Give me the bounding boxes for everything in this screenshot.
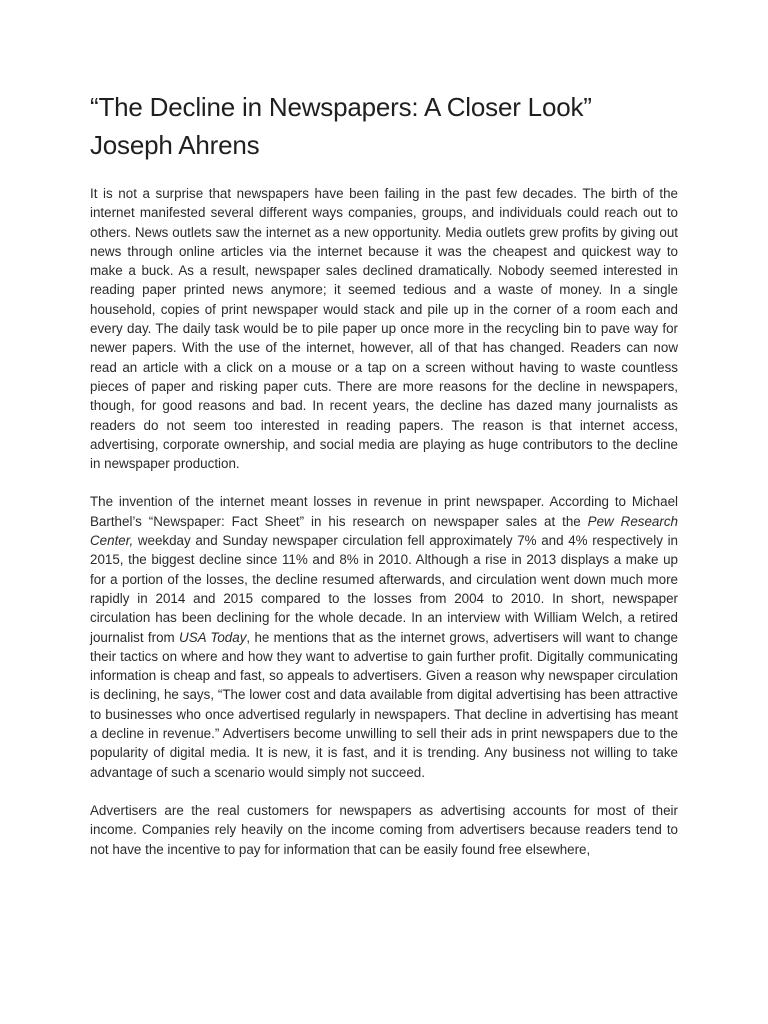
- paragraph-advertisers: [90, 801, 678, 859]
- paragraph-text: , he mentions that as the internet grows, advertisers will want to change their tactics on where and how they want to advertise to gain further profit. Digitally communicating information is cheap and fast, so appeals to advertisers. Given a reason why newspaper circulation is declining, he says, “The lower cost and data available from digital advertising has been attractive to businesses who once advertised regularly in newspapers. That decline in advertising has meant a decline in revenue.” Advertisers become unwilling to sell their ads in print newspapers due to the popularity of digital media. It is new, it is fast, and it is trending. Any business not willing to take advantage of such a scenario would simply not succeed.: [90, 629, 679, 780]
- paragraph-text: It is not a surprise that newspapers have been failing in the past few decades. The birth of the internet manifested several different ways companies, groups, and individuals could reach out to others. News outlets saw the internet as a new opportunity. Media outlets grew profits by giving out news through online articles via the internet because it was the cheapest and quickest way to make a buck. As a result, newspaper sales declined dramatically. Nobody seemed interested in reading paper printed news anymore; it seemed tedious and a waste of money. In a single household, copies of print newspaper would stack and pile up in the corner of a room each and every day. The daily task would be to pile paper up once more in the recycling bin to pave way for newer papers. With the use of the internet, however, all of that has changed. Readers can now read an article with a click on a mouse or a tap on a screen without having to waste countless pieces of paper and risking paper cuts. There are more reasons for the decline in newspapers, though, for good reasons and bad. In recent years, the decline has dazed many journalists as readers do not seem too interested in reading papers. The reason is that internet access, advertising, corporate ownership, and social media are playing as huge contributors to the decline in newspaper production.: [90, 186, 678, 472]
- source-name-italic: USA Today: [179, 629, 247, 645]
- document-author: Joseph Ahrens: [90, 130, 260, 160]
- document-title: “The Decline in Newspapers: A Closer Look”: [90, 92, 592, 122]
- paragraph-internet-revenue: [90, 492, 678, 781]
- paragraph-text: The invention of the internet meant losses in revenue in print newspaper. According to Michael Barthel’s “Newspaper: Fact Sheet” in his research on newspaper sales at the: [90, 494, 678, 529]
- paragraph-intro: [90, 184, 678, 473]
- paragraph-text: Advertisers are the real customers for newspapers as advertising accounts for most of their income. Companies rely heavily on the income coming from advertisers because readers tend to not have the incentive to pay for information that can be easily found free elsewhere,: [90, 802, 678, 857]
- paragraph-text: weekday and Sunday newspaper circulation fell approximately 7% and 4% respectively in 2015, the biggest decline since 11% and 8% in 2010. Although a rise in 2013 displays a make up for a portion of the losses, the decline resumed afterwards, and circulation went down much more rapidly in 2014 and 2015 compared to the losses from 2004 to 2010. In short, newspaper circulation has been declining for the whole decade. In an interview with William Welch, a retired journalist from: [90, 533, 678, 645]
- document-page: [90, 88, 678, 878]
- source-name-italic: Pew Research Center,: [90, 513, 678, 549]
